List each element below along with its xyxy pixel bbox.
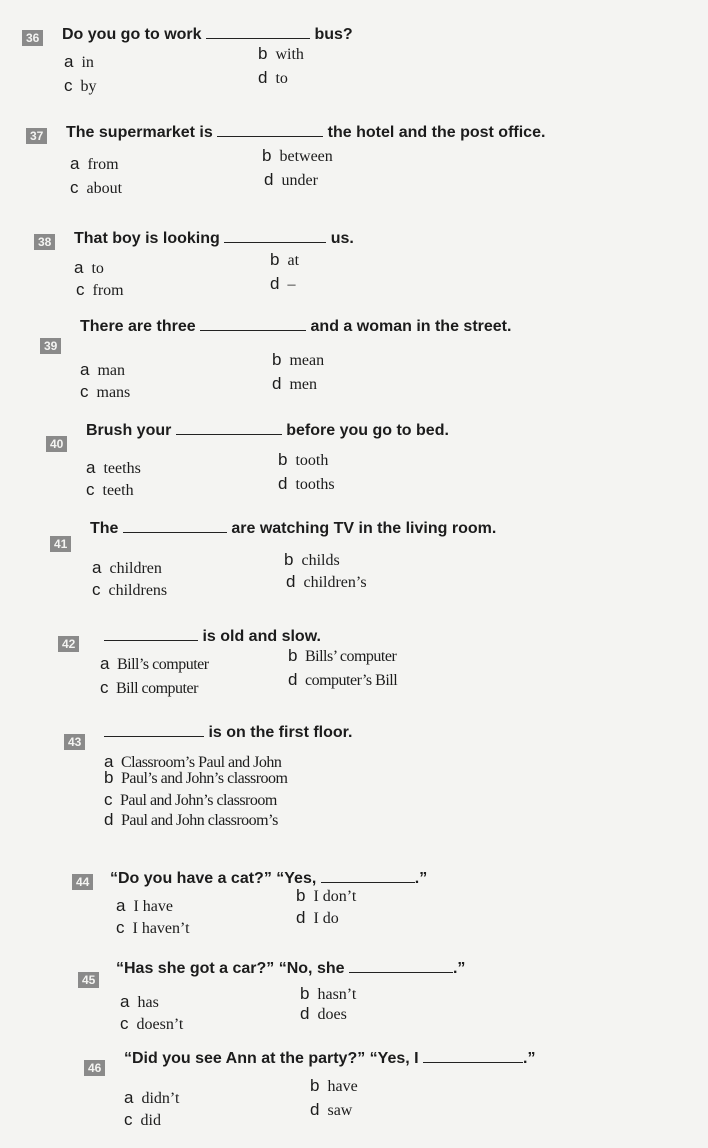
question-44 (0, 866, 708, 966)
stem-after: are watching TV in the living room. (231, 520, 497, 537)
stem-before: Brush your (86, 422, 172, 439)
stem-before: “Do you have a cat?” “Yes, (110, 870, 317, 887)
option-a[interactable]: a from (70, 154, 119, 173)
option-a[interactable]: a didn’t (124, 1088, 180, 1107)
option-b[interactable]: b Bills’ computer (288, 646, 397, 665)
option-c[interactable]: c childrens (92, 580, 168, 599)
question-36 (0, 18, 708, 118)
stem-before: “Did you see Ann at the party?” “Yes, I (124, 1050, 419, 1067)
option-a[interactable]: a Bill’s computer (100, 654, 209, 673)
question-stem (116, 958, 465, 979)
answer-blank[interactable] (104, 722, 204, 737)
option-c[interactable]: c by (64, 76, 97, 95)
question-number: 43 (64, 734, 85, 750)
option-d[interactable]: d Paul and John classroom’s (104, 810, 278, 829)
option-c[interactable]: c doesn’t (120, 1014, 184, 1033)
question-stem (90, 518, 496, 539)
question-stem (124, 1048, 536, 1069)
question-number: 40 (46, 436, 67, 452)
option-b[interactable]: b Paul’s and John’s classroom (104, 768, 288, 787)
stem-before: The supermarket is (66, 124, 213, 141)
question-stem (80, 316, 511, 337)
answer-blank[interactable] (224, 228, 326, 243)
question-45 (0, 956, 708, 1056)
option-a[interactable]: a man (80, 360, 126, 379)
stem-after: before you go to bed. (286, 422, 449, 439)
option-a[interactable]: a children (92, 558, 162, 577)
option-b[interactable]: b between (262, 146, 333, 165)
question-number: 42 (58, 636, 79, 652)
option-b[interactable]: b childs (284, 550, 340, 569)
stem-before: “Has she got a car?” “No, she (116, 960, 345, 977)
option-b[interactable]: b at (270, 250, 300, 269)
option-a[interactable]: a to (74, 258, 104, 277)
option-c[interactable]: c Bill computer (100, 678, 198, 697)
question-43 (0, 722, 708, 829)
question-42 (0, 626, 708, 726)
option-c[interactable]: c did (124, 1110, 161, 1129)
question-stem (104, 626, 321, 647)
option-b[interactable]: b hasn’t (300, 984, 357, 1003)
option-a[interactable]: a teeths (86, 458, 141, 477)
answer-blank[interactable] (349, 958, 453, 973)
stem-before: The (90, 520, 119, 537)
question-number: 39 (40, 338, 61, 354)
stem-after: is on the first floor. (208, 724, 353, 741)
question-stem (104, 722, 352, 743)
question-number: 41 (50, 536, 71, 552)
question-41 (0, 518, 708, 618)
question-stem (66, 122, 545, 143)
option-b[interactable]: b I don’t (296, 886, 357, 905)
option-d[interactable]: d – (270, 274, 296, 293)
answer-blank[interactable] (206, 24, 310, 39)
question-number: 38 (34, 234, 55, 250)
answer-blank[interactable] (104, 626, 198, 641)
answer-blank[interactable] (176, 420, 282, 435)
option-d[interactable]: d I do (296, 908, 339, 927)
question-39 (0, 316, 708, 416)
question-stem (110, 868, 427, 889)
stem-after: .” (452, 960, 466, 977)
option-d[interactable]: d under (264, 170, 318, 189)
stem-before: Do you go to work (62, 26, 202, 43)
question-37 (0, 116, 708, 216)
stem-after: us. (330, 230, 354, 247)
option-d[interactable]: d computer’s Bill (288, 670, 398, 689)
option-d[interactable]: d children’s (286, 572, 367, 591)
answer-blank[interactable] (200, 316, 306, 331)
stem-after: the hotel and the post office. (327, 124, 546, 141)
question-number: 45 (78, 972, 99, 988)
question-40 (0, 420, 708, 520)
stem-before: There are three (80, 318, 196, 335)
question-number: 46 (84, 1060, 105, 1076)
answer-blank[interactable] (423, 1048, 523, 1063)
option-d[interactable]: d saw (310, 1100, 353, 1119)
option-c[interactable]: c about (70, 178, 123, 197)
option-b[interactable]: b tooth (278, 450, 329, 469)
option-b[interactable]: b with (258, 44, 304, 63)
option-c[interactable]: c Paul and John’s classroom (104, 790, 277, 809)
option-d[interactable]: d tooths (278, 474, 335, 493)
stem-after: .” (523, 1050, 536, 1067)
stem-after: and a woman in the street. (310, 318, 512, 335)
stem-after: .” (414, 870, 428, 887)
option-a[interactable]: a Classroom’s Paul and John (104, 752, 282, 771)
option-c[interactable]: c from (76, 280, 124, 299)
question-stem (62, 24, 353, 45)
question-46 (0, 1044, 708, 1144)
option-a[interactable]: a has (120, 992, 159, 1011)
question-38 (0, 222, 708, 322)
question-number: 44 (72, 874, 93, 890)
option-c[interactable]: c I haven’t (116, 918, 190, 937)
stem-after: is old and slow. (202, 628, 321, 645)
option-d[interactable]: d men (272, 374, 318, 393)
question-stem (86, 420, 449, 441)
answer-blank[interactable] (217, 122, 323, 137)
option-d[interactable]: d does (300, 1004, 347, 1023)
stem-after: bus? (314, 26, 353, 43)
option-a[interactable]: a in (64, 52, 94, 71)
stem-before: That boy is looking (74, 230, 220, 247)
option-d[interactable]: d to (258, 68, 288, 87)
option-b[interactable]: b have (310, 1076, 358, 1095)
option-c[interactable]: c mans (80, 382, 131, 401)
answer-blank[interactable] (321, 868, 415, 883)
option-b[interactable]: b mean (272, 350, 325, 369)
question-stem (74, 228, 354, 249)
answer-blank[interactable] (123, 518, 227, 533)
question-number: 37 (26, 128, 47, 144)
question-number: 36 (22, 30, 43, 46)
option-c[interactable]: c teeth (86, 480, 134, 499)
option-a[interactable]: a I have (116, 896, 173, 915)
